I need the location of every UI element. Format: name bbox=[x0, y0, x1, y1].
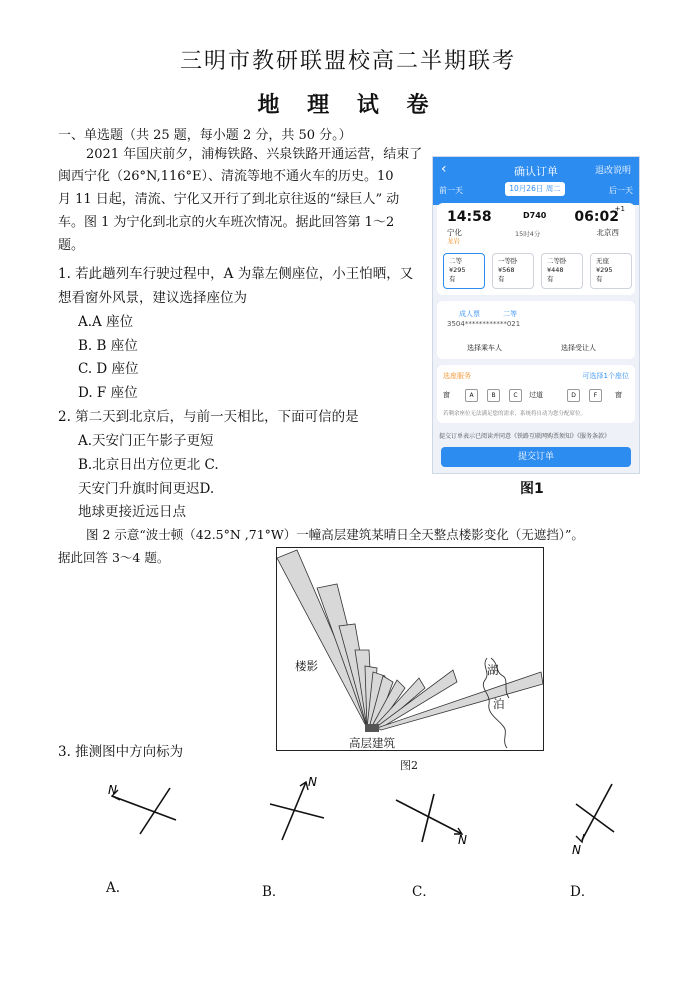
refund-link: 退改说明 bbox=[594, 166, 631, 176]
window-left: 窗 bbox=[443, 391, 450, 399]
seat-letter-b: B bbox=[487, 389, 500, 402]
seat-service-card bbox=[437, 365, 635, 423]
seat-name: 一等卧 bbox=[498, 257, 518, 265]
back-icon: ‹ bbox=[441, 161, 447, 177]
choose-beneficiary: 选择受让人 bbox=[561, 344, 596, 352]
compass-c bbox=[392, 790, 482, 850]
compass-d-letter: N bbox=[572, 843, 581, 857]
seat-letter-a: A bbox=[465, 389, 478, 402]
q2-line-2: B.北京日出方位更北 C. bbox=[78, 457, 219, 473]
compass-b-letter: N bbox=[308, 775, 317, 789]
q1-line-1: 1. 若此趟列车行驶过程中，A 为靠左侧座位，小王怕晒，又 bbox=[58, 266, 414, 282]
figure2-shadow-diagram bbox=[276, 547, 544, 751]
q2-stem: 2. 第二天到北京后，与前一天相比，下面可信的是 bbox=[58, 409, 359, 425]
prev-day: 前一天 bbox=[439, 186, 463, 195]
q1-option-a: A.A 座位 bbox=[78, 314, 134, 330]
train-number: D740 bbox=[523, 211, 547, 220]
service-note: 若剩余座位无法满足您的需求，系统将自动为您分配席位。 bbox=[443, 411, 587, 417]
q1-option-d: D. F 座位 bbox=[78, 385, 138, 401]
seat-avail: 有 bbox=[498, 275, 505, 283]
compass-a bbox=[100, 778, 180, 848]
seat-name: 二等 bbox=[449, 257, 462, 265]
arrival-station: 北京西 bbox=[596, 228, 619, 237]
label-lake-1: 湖 bbox=[487, 663, 499, 677]
section-heading: 一、单选题（共 25 题，每小题 2 分，共 50 分。） bbox=[58, 128, 352, 143]
seat-letter-c: C bbox=[509, 389, 522, 402]
seat-class-standing bbox=[590, 253, 632, 289]
intro-line-4: 车。图 1 为宁化到北京的火车班次情况。据此回答第 1～2 bbox=[58, 215, 395, 230]
arrival-time: 06:02 bbox=[574, 209, 619, 225]
ticket-title: 确认订单 bbox=[514, 165, 558, 178]
label-shadow: 楼影 bbox=[295, 659, 318, 673]
seat-price: ¥295 bbox=[596, 266, 613, 274]
compass-b bbox=[264, 774, 334, 854]
seat-price: ¥568 bbox=[498, 266, 515, 274]
aisle-label: 过道 bbox=[529, 391, 543, 399]
seat-letter-f: F bbox=[589, 389, 602, 402]
q1-option-c: C. D 座位 bbox=[78, 361, 139, 377]
q3-stem: 3. 推测图中方向标为 bbox=[58, 744, 184, 760]
passenger-type: 成人票 bbox=[459, 310, 480, 318]
q3-option-d: D． bbox=[570, 884, 595, 900]
intro-line-1: 2021 年国庆前夕，浦梅铁路、兴泉铁路开通运营，结束了 bbox=[86, 147, 423, 162]
q2-line-1: A.天安门正午影子更短 bbox=[78, 433, 214, 449]
passenger-class: 二等 bbox=[503, 310, 517, 318]
seat-avail: 有 bbox=[449, 275, 456, 283]
figure1-caption: 图1 bbox=[520, 481, 544, 497]
label-lake-2: 泊 bbox=[493, 697, 505, 711]
seat-avail: 有 bbox=[596, 275, 603, 283]
service-hint: 可选择1个座位 bbox=[582, 372, 629, 380]
train-card bbox=[437, 203, 635, 295]
passenger-id: 3504************021 bbox=[447, 320, 521, 328]
compass-a-letter: N bbox=[108, 783, 117, 797]
exam-title: 三明市教研联盟校高二半期联考 bbox=[179, 49, 516, 74]
window-right: 窗 bbox=[615, 391, 622, 399]
seat-class-second-sleeper bbox=[541, 253, 583, 289]
seat-avail: 有 bbox=[547, 275, 554, 283]
terms-text: 提交订单表示已阅读并同意《铁路互联网购票须知》《服务条款》 bbox=[439, 433, 611, 440]
figure2-caption: 图2 bbox=[400, 759, 418, 772]
exam-subtitle: 地 理 试 卷 bbox=[257, 92, 439, 118]
seat-class-first-sleeper bbox=[492, 253, 534, 289]
q2-line-4: 地球更接近远日点 bbox=[78, 504, 186, 520]
q1-option-b: B. B 座位 bbox=[78, 338, 138, 354]
intro2-line-2: 据此回答 3～4 题。 bbox=[58, 550, 170, 565]
seat-name: 二等卧 bbox=[547, 257, 567, 265]
seat-letter-d: D bbox=[567, 389, 580, 402]
q2-line-3: 天安门升旗时间更迟D. bbox=[78, 481, 215, 497]
departure-time: 14:58 bbox=[447, 209, 492, 225]
intro-line-3: 月 11 日起，清流、宁化又开行了到北京往返的“绿巨人” 动 bbox=[58, 192, 400, 207]
date-selector: 10月26日 周二 bbox=[505, 182, 565, 196]
compass-d bbox=[566, 780, 626, 860]
intro-line-5: 题。 bbox=[58, 238, 85, 253]
compass-c-letter: N bbox=[458, 833, 467, 847]
seat-price: ¥295 bbox=[449, 266, 466, 274]
next-day: 后一天 bbox=[609, 186, 633, 195]
seat-class-second bbox=[443, 253, 485, 289]
ticket-header bbox=[433, 157, 639, 205]
submit-order-button: 提交订单 bbox=[441, 447, 631, 467]
trip-duration: 15时4分 bbox=[515, 230, 541, 238]
service-label: 选座服务 bbox=[443, 372, 471, 380]
intro2-line-1: 图 2 示意“波士顿（42.5°N ,71°W）一幢高层建筑某晴日全天整点楼影变化（无遮挡）”。 bbox=[86, 527, 584, 542]
choose-passenger: 选择乘车人 bbox=[467, 344, 502, 352]
departure-station: 宁化 bbox=[447, 228, 462, 237]
q3-option-a: A. bbox=[106, 880, 121, 896]
seat-price: ¥448 bbox=[547, 266, 564, 274]
intro-line-2: 闽西宁化（26°N,116°E）、清流等地不通火车的历史。10 bbox=[58, 169, 394, 184]
q3-option-c: C． bbox=[412, 884, 436, 900]
label-building: 高层建筑 bbox=[349, 736, 395, 750]
q1-line-2: 想看窗外风景，建议选择座位为 bbox=[58, 290, 247, 306]
arrival-plus-day: +1 bbox=[614, 205, 625, 213]
seat-name: 无座 bbox=[596, 257, 609, 265]
building-base bbox=[365, 724, 379, 732]
departure-via: 龙岩 bbox=[447, 237, 460, 245]
passenger-card bbox=[437, 301, 635, 359]
figure1-ticket-screenshot bbox=[432, 156, 640, 474]
shadow-svg bbox=[277, 548, 543, 750]
q3-option-b: B． bbox=[262, 884, 286, 900]
